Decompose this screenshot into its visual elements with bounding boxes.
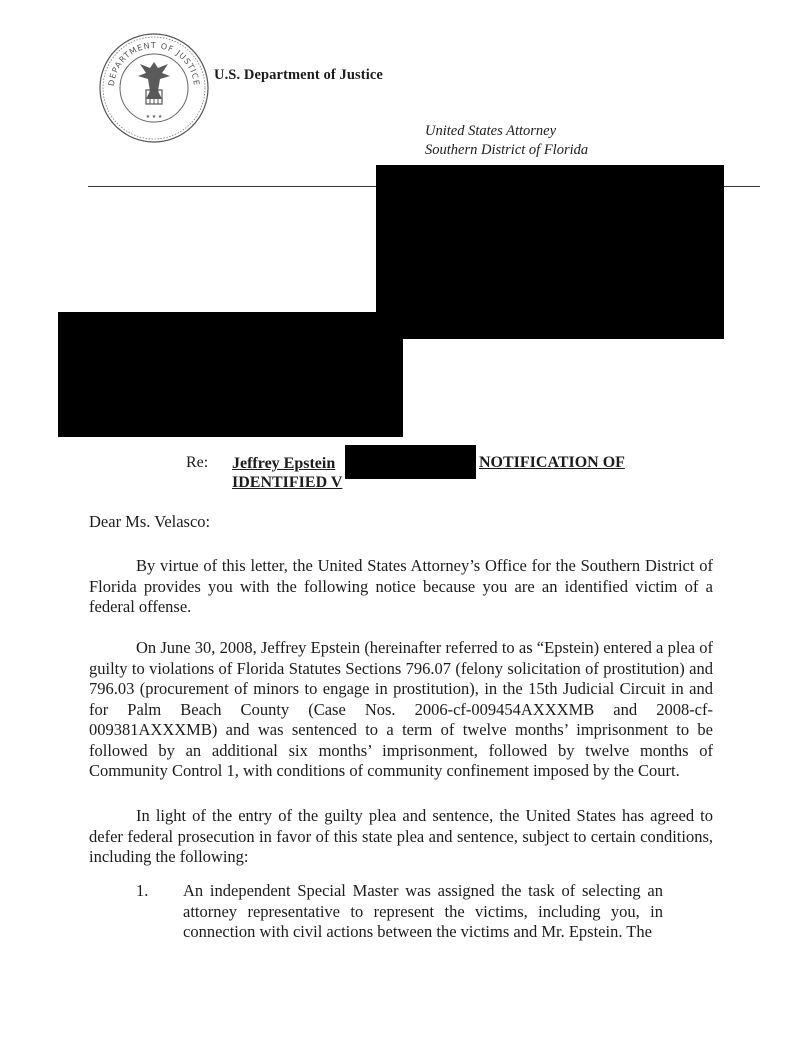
department-name: U.S. Department of Justice [214,67,383,83]
re-label: Re: [186,454,209,471]
office-line-2: Southern District of Florida [425,142,589,158]
body-paragraph: On June 30, 2008, Jeffrey Epstein (hereinafter referred to as “Epstein) entered a plea of guilty to violations of Florida Statutes Sections 796.07 (felony solicitation of prostitution) and 796.03 (procurement of minors to engage in prostitution), in the 15th Judicial Circuit in and for Palm Beach County (Case Nos. 2006-cf-009454AXXXMB and 2008-cf-009381AXXXMB) and was sentenced to a term of twelve months’ imprisonment to be followed by an additional six months’ imprisonment, followed by twelve months of Community Control 1, with conditions of community confinement imposed by the Court. [89,638,713,780]
redaction-block [58,312,403,437]
redaction-block [376,165,724,339]
re-subject-part-2: NOTIFICATION OF [479,454,625,471]
svg-text:DEPARTMENT OF JUSTICE: DEPARTMENT OF JUSTICE [106,40,202,87]
list-item-number: 1. [136,881,149,900]
office-address [425,122,588,160]
svg-text:★ ★ ★: ★ ★ ★ [145,114,163,120]
body-paragraph: In light of the entry of the guilty plea and sentence, the United States has agreed to defer federal prosecution in favor of this state plea and sentence, subject to certain conditions, including the following: [89,806,713,866]
salutation: Dear Ms. Velasco: [89,512,211,531]
list-item-text: An independent Special Master was assigned the task of selecting an attorney representative to represent the victims, including you, in connection with civil actions between the victims and Mr. Epstein. The [183,881,663,941]
re-subject-part-1: Jeffrey Epstein [232,455,336,472]
doj-seal-logo [98,32,210,144]
re-subject-line-2: IDENTIFIED V [232,474,343,491]
redaction-block [345,445,476,479]
body-paragraph: By virtue of this letter, the United States Attorney’s Office for the Southern District of Florida provides you with the following notice because you are an identified victim of a federal offense. [89,556,713,616]
office-line-1: United States Attorney [425,123,557,139]
